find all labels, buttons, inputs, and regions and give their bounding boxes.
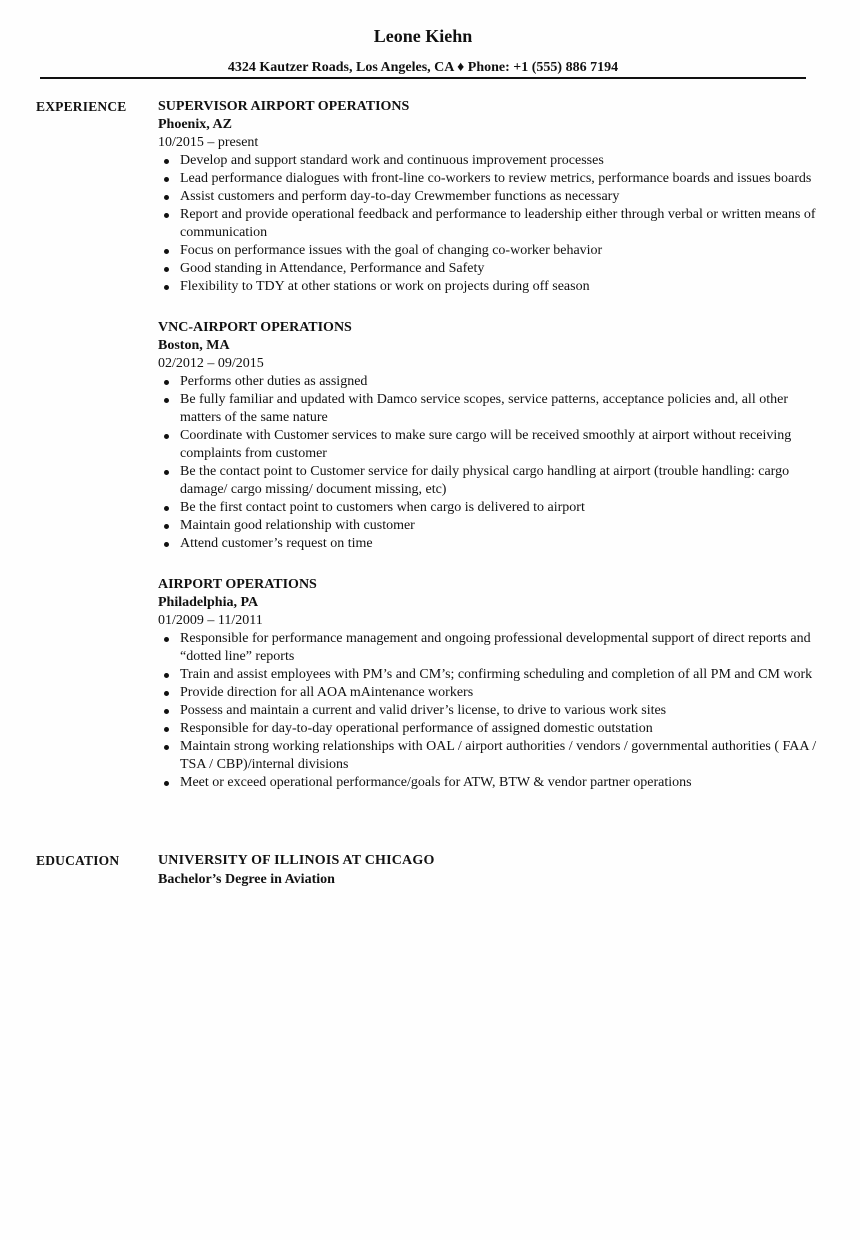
school-name: UNIVERSITY OF ILLINOIS AT CHICAGO [158, 853, 435, 868]
job-entry [158, 319, 818, 553]
bullet-dot-icon [164, 380, 169, 385]
bullet-item: Lead performance dialogues with front-line co-workers to review metrics, performance boards and issues boards [158, 170, 818, 188]
job-title: VNC-AIRPORT OPERATIONS [158, 320, 352, 335]
job-bullets [158, 152, 818, 296]
bullet-item: Coordinate with Customer services to make sure cargo will be received smoothly at airport without receiving complaints from customer [158, 427, 818, 463]
job-dates: 02/2012 – 09/2015 [158, 356, 264, 371]
job-bullets [158, 373, 818, 553]
job-dates: 10/2015 – present [158, 135, 259, 150]
bullet-dot-icon [164, 691, 169, 696]
bullet-item: Flexibility to TDY at other stations or work on projects during off season [158, 278, 818, 296]
bullet-dot-icon [164, 398, 169, 403]
section-title-education: EDUCATION [36, 853, 120, 868]
bullet-dot-icon [164, 213, 169, 218]
bullet-item: Focus on performance issues with the goal of changing co-worker behavior [158, 242, 818, 260]
experience-list [158, 98, 818, 815]
bullet-dot-icon [164, 285, 169, 290]
education-list [158, 852, 818, 890]
bullet-dot-icon [164, 177, 169, 182]
bullet-dot-icon [164, 506, 169, 511]
degree-name: Bachelor’s Degree in Aviation [158, 872, 335, 887]
bullet-item: Good standing in Attendance, Performance and Safety [158, 260, 818, 278]
bullet-item: Possess and maintain a current and valid driver’s license, to drive to various work sites [158, 702, 818, 720]
bullet-dot-icon [164, 524, 169, 529]
bullet-item: Be the first contact point to customers when cargo is delivered to airport [158, 499, 818, 517]
bullet-item: Train and assist employees with PM’s and CM’s; confirming scheduling and completion of all PM and CM work [158, 666, 818, 684]
bullet-dot-icon [164, 159, 169, 164]
bullet-item: Responsible for day-to-day operational performance of assigned domestic outstation [158, 720, 818, 738]
bullet-dot-icon [164, 709, 169, 714]
job-title: SUPERVISOR AIRPORT OPERATIONS [158, 99, 410, 114]
job-location: Boston, MA [158, 338, 230, 353]
bullet-item: Report and provide operational feedback and performance to leadership either through verbal or written means of communication [158, 206, 818, 242]
bullet-dot-icon [164, 637, 169, 642]
job-title: AIRPORT OPERATIONS [158, 577, 317, 592]
bullet-item: Responsible for performance management and ongoing professional developmental support of direct reports and “dotted line” reports [158, 630, 818, 666]
job-dates: 01/2009 – 11/2011 [158, 613, 263, 628]
bullet-item: Performs other duties as assigned [158, 373, 818, 391]
bullet-dot-icon [164, 470, 169, 475]
bullet-dot-icon [164, 249, 169, 254]
bullet-dot-icon [164, 542, 169, 547]
bullet-dot-icon [164, 673, 169, 678]
bullet-item: Attend customer’s request on time [158, 535, 818, 553]
bullet-item: Maintain good relationship with customer [158, 517, 818, 535]
bullet-item: Meet or exceed operational performance/goals for ATW, BTW & vendor partner operations [158, 774, 818, 792]
job-entry [158, 98, 818, 296]
bullet-dot-icon [164, 727, 169, 732]
bullet-dot-icon [164, 434, 169, 439]
bullet-item: Provide direction for all AOA mAintenance workers [158, 684, 818, 702]
bullet-dot-icon [164, 781, 169, 786]
bullet-item: Maintain strong working relationships with OAL / airport authorities / vendors / governmental authorities ( FAA / TSA / CBP)/internal divisions [158, 738, 818, 774]
job-location: Phoenix, AZ [158, 117, 232, 132]
job-location: Philadelphia, PA [158, 595, 259, 610]
header-divider [40, 77, 806, 79]
job-entry [158, 576, 818, 792]
bullet-item: Be the contact point to Customer service for daily physical cargo handling at airport (trouble handling: cargo damage/ cargo missing/ document missing, etc) [158, 463, 818, 499]
bullet-dot-icon [164, 745, 169, 750]
bullet-item: Develop and support standard work and continuous improvement processes [158, 152, 818, 170]
section-title-experience: EXPERIENCE [36, 99, 127, 114]
bullet-item: Be fully familiar and updated with Damco service scopes, service patterns, acceptance policies and, all other matters of the same nature [158, 391, 818, 427]
bullet-dot-icon [164, 267, 169, 272]
job-bullets [158, 630, 818, 792]
contact-line: 4324 Kautzer Roads, Los Angeles, CA ♦ Phone: +1 (555) 886 7194 [227, 60, 619, 75]
bullet-item: Assist customers and perform day-to-day Crewmember functions as necessary [158, 188, 818, 206]
candidate-name: Leone Kiehn [373, 26, 473, 46]
bullet-dot-icon [164, 195, 169, 200]
